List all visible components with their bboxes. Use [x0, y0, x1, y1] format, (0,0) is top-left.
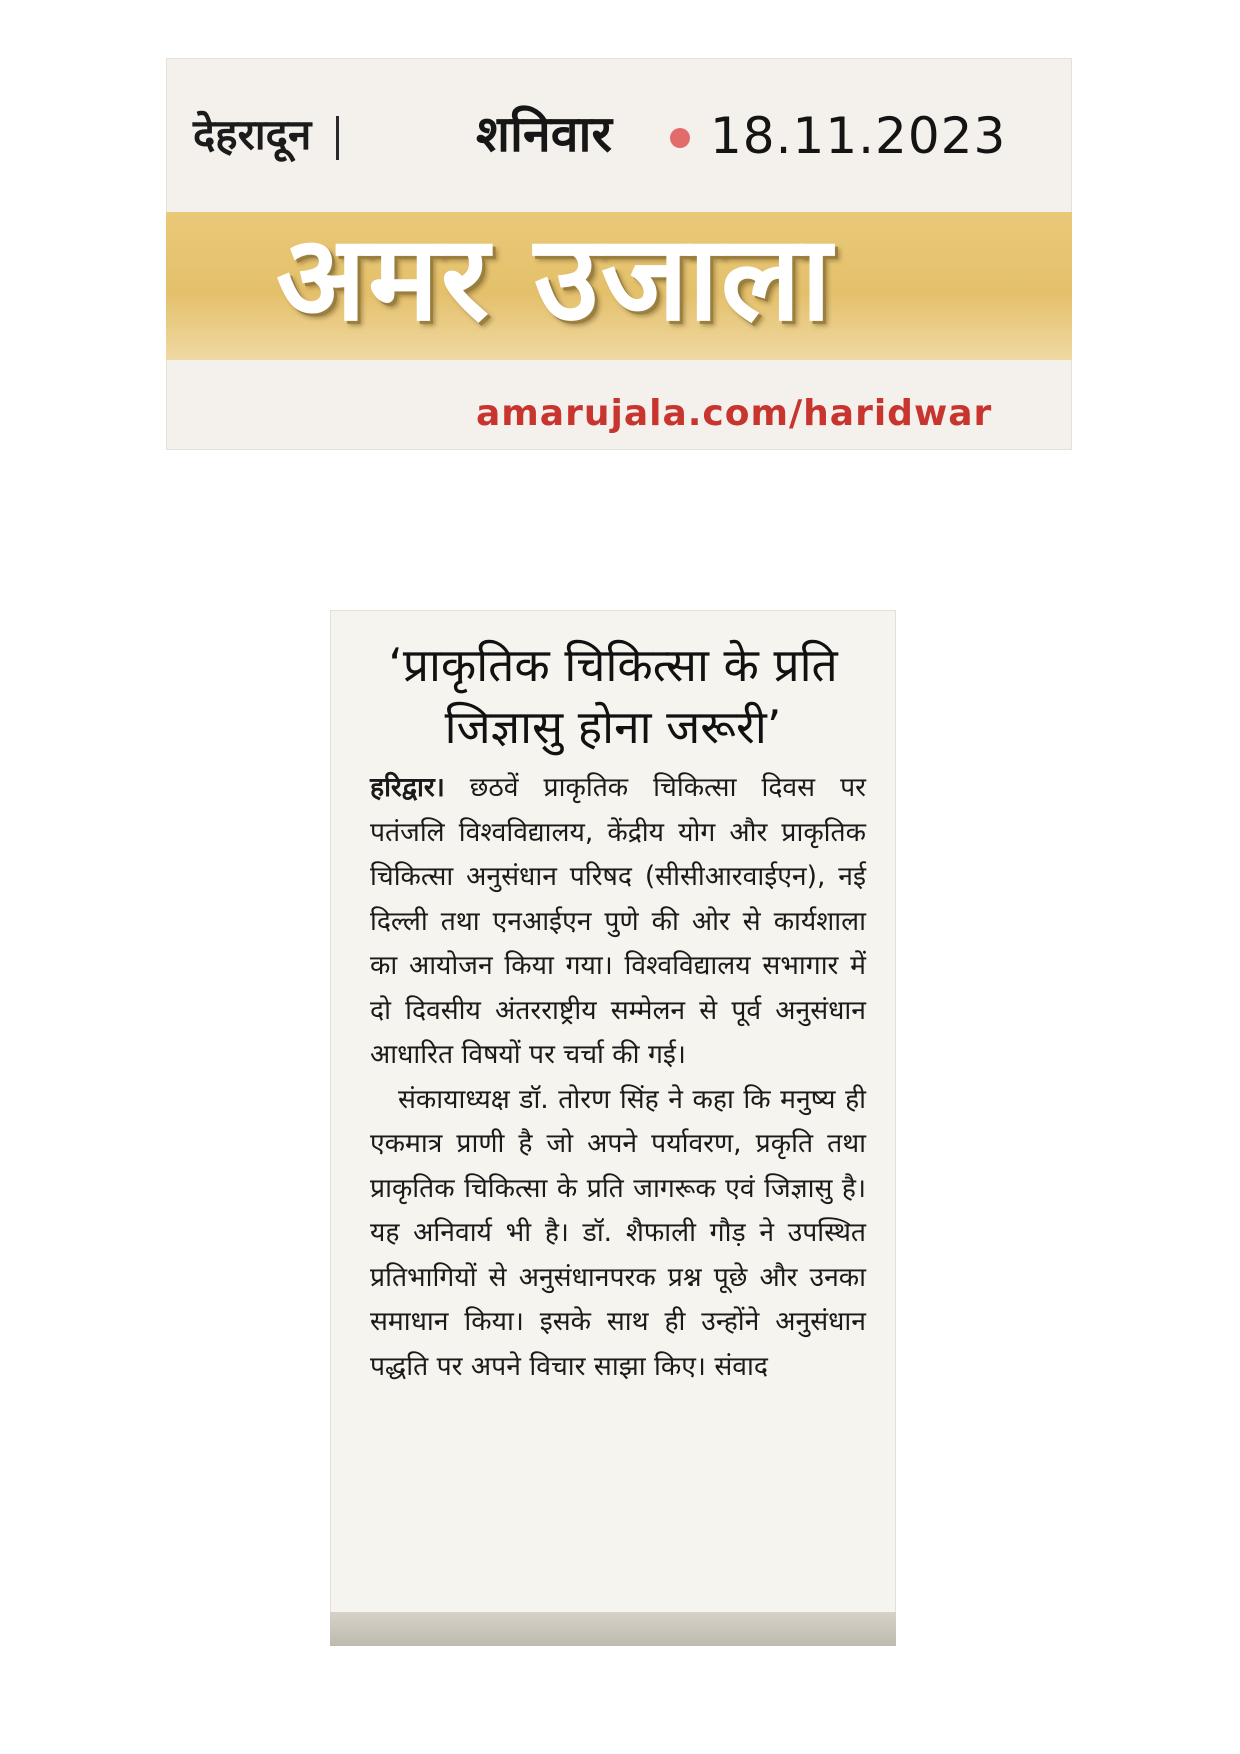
article-paragraph-2-text: संकायाध्यक्ष डॉ. तोरण सिंह ने कहा कि मनुष्य ही एकमात्र प्राणी है जो अपने पर्यावरण, प्रकृति तथा प्राकृतिक चिकित्सा के प्रति जागरूक एवं जिज्ञासु है। यह अनिवार्य भी है। डॉ. शैफाली गौड़ ने उपस्थित प्रतिभागियों से अनुसंधानपरक प्रश्न पूछे और उनका समाधान किया। इसके साथ ही उन्होंने अनुसंधान पद्धति पर अपने विचार साझा किए।	[370, 1083, 866, 1382]
article-dateline: हरिद्वार।	[370, 772, 445, 803]
masthead-clipping	[166, 58, 1072, 450]
article-paragraph-1	[370, 766, 866, 1078]
newspaper-logo: अमर उजाला	[276, 209, 834, 347]
edition-city: देहरादून	[193, 110, 312, 159]
clipping-bottom-strip	[330, 1612, 896, 1646]
edition-day: शनिवार	[476, 105, 612, 163]
masthead-separator	[336, 116, 339, 160]
news-article-clipping	[330, 610, 896, 1646]
article-paragraph-2	[370, 1078, 866, 1390]
article-headline: ‘प्राकृतिक चिकित्सा के प्रति जिज्ञासु होना जरूरी’	[388, 638, 838, 754]
masthead-info-row	[166, 102, 1072, 182]
edition-date: 18.11.2023	[710, 107, 1007, 165]
article-body	[370, 766, 866, 1389]
bullet-dot-icon	[670, 128, 690, 148]
article-paragraph-1-text: छठवें प्राकृतिक चिकित्सा दिवस पर पतंजलि विश्वविद्यालय, केंद्रीय योग और प्राकृतिक चिकित्सा अनुसंधान परिषद (सीसीआरवाईएन), नई दिल्ली तथा एनआईएन पुणे की ओर से कार्यशाला का आयोजन किया गया। विश्वविद्यालय सभागार में दो दिवसीय अंतरराष्ट्रीय सम्मेलन से पूर्व अनुसंधान आधारित विषयों पर चर्चा की गई।	[370, 772, 866, 1070]
newspaper-url: amarujala.com/haridwar	[476, 393, 993, 434]
article-credit: संवाद	[714, 1350, 768, 1382]
